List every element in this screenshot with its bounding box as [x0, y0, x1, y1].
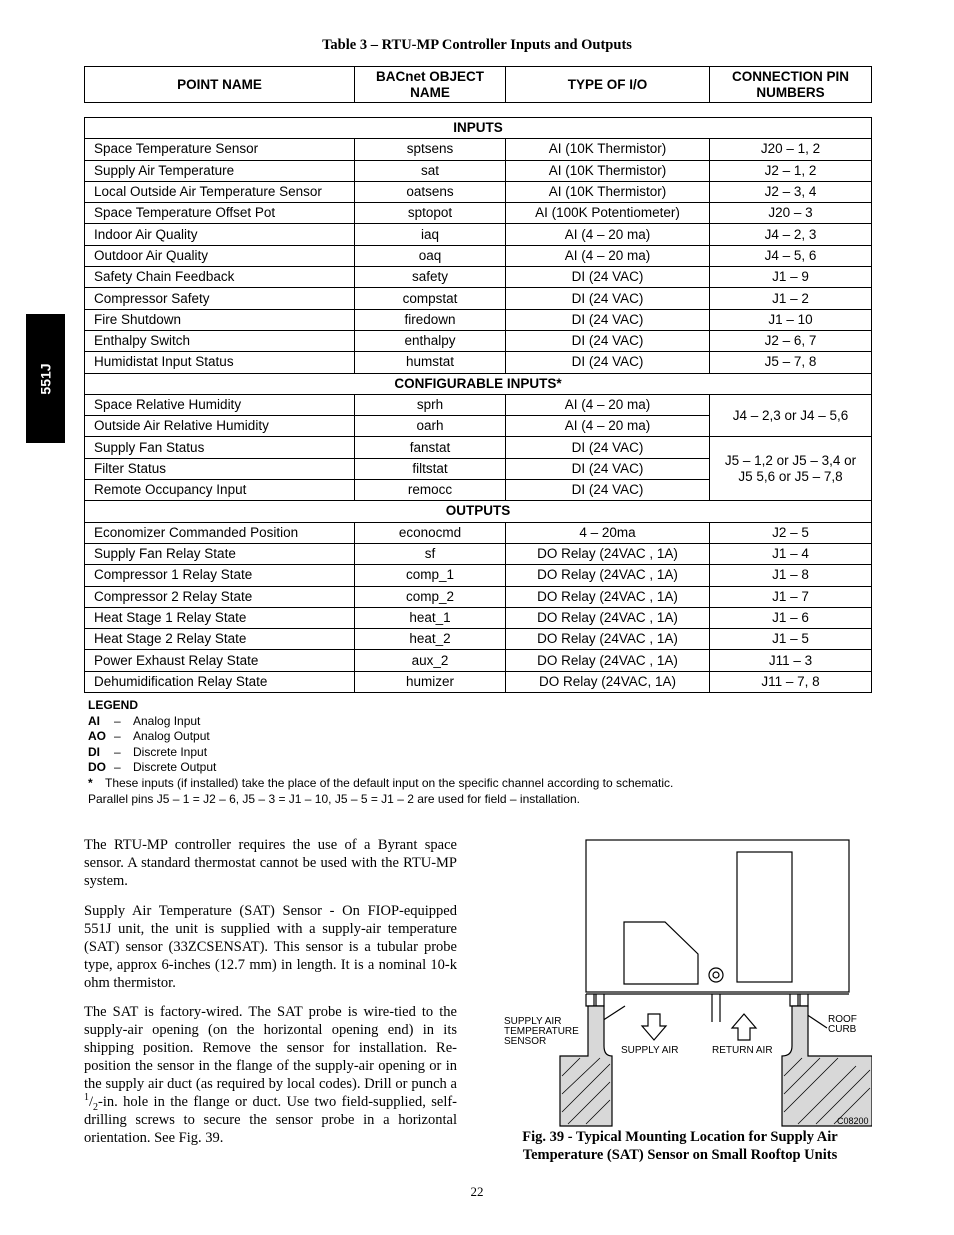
cell-point-name: Compressor 2 Relay State: [85, 586, 355, 607]
cell-bacnet-name: enthalpy: [355, 330, 506, 351]
legend-abbr: DI: [88, 744, 100, 759]
cell-point-name: Supply Air Temperature: [85, 160, 355, 181]
cell-io-type: AI (100K Potentiometer): [506, 203, 710, 224]
table-row: [85, 522, 872, 543]
table-row: [85, 607, 872, 628]
fraction-numerator: 1: [84, 1092, 89, 1104]
cell-point-name: Outdoor Air Quality: [85, 245, 355, 266]
cell-point-name: Space Temperature Offset Pot: [85, 203, 355, 224]
cell-point-name: Local Outside Air Temperature Sensor: [85, 181, 355, 202]
page-number: 22: [470, 1184, 484, 1199]
section-outputs: [85, 501, 872, 522]
screw-center: [713, 972, 719, 978]
cell-pin-numbers: J1 – 2: [710, 288, 872, 309]
figure-code: C08200: [837, 1116, 869, 1126]
cell-io-type: DI (24 VAC): [506, 437, 710, 458]
paragraph-sensor-requirement: The RTU-MP controller requires the use of a Byrant space sensor. A standard thermostat cannot be used with the RTU-MP system.: [84, 837, 457, 889]
table-header: [84, 66, 872, 103]
cell-io-type: AI (4 – 20 ma): [506, 245, 710, 266]
table-row: [85, 650, 872, 671]
cell-bacnet-name: sf: [355, 543, 506, 564]
cell-io-type: AI (10K Thermistor): [506, 160, 710, 181]
label-supply-air: SUPPLY AIR: [621, 1045, 679, 1056]
table-title: Table 3 – RTU-MP Controller Inputs and Outputs: [322, 37, 632, 53]
cell-io-type: DI (24 VAC): [506, 480, 710, 501]
table-row: [85, 586, 872, 607]
legend-item: [88, 729, 673, 745]
cell-point-name: Supply Fan Status: [85, 437, 355, 458]
cell-bacnet-name: sptsens: [355, 139, 506, 160]
cell-point-name: Outside Air Relative Humidity: [85, 416, 355, 437]
table-row: [85, 565, 872, 586]
cell-bacnet-name: econocmd: [355, 522, 506, 543]
cell-bacnet-name: firedown: [355, 309, 506, 330]
cell-io-type: AI (4 – 20 ma): [506, 394, 710, 415]
legend-desc: Analog Input: [133, 713, 201, 728]
cell-point-name: Fire Shutdown: [85, 309, 355, 330]
io-table: [84, 117, 872, 693]
right-flange: [800, 994, 808, 1006]
left-flange-inner: [596, 994, 604, 1006]
control-box: [624, 922, 698, 984]
legend-desc: Discrete Output: [133, 760, 217, 775]
table-row: [85, 394, 872, 415]
p3-text-a: The SAT is factory-wired. The SAT probe is wire-tied to the supply-air opening (on the horizontal opening end) in its shipping position. Remove the sensor for installation. Re-position the sensor in the flange of the supply-air opening or in the supply air duct (as required by local codes). Drill or punch a: [84, 1004, 457, 1092]
cell-bacnet-name: comp_1: [355, 565, 506, 586]
table-row: [85, 543, 872, 564]
fraction-denominator: 2: [93, 1101, 99, 1113]
cell-bacnet-name: safety: [355, 267, 506, 288]
table-row: [85, 629, 872, 650]
cell-point-name: Enthalpy Switch: [85, 330, 355, 351]
cell-pin-numbers: J2 – 1, 2: [710, 160, 872, 181]
legend-dash: –: [114, 744, 121, 759]
cell-bacnet-name: oarh: [355, 416, 506, 437]
cell-point-name: Compressor 1 Relay State: [85, 565, 355, 586]
legend-title: LEGEND: [88, 698, 139, 712]
cell-point-name: Power Exhaust Relay State: [85, 650, 355, 671]
left-curb: [560, 1006, 612, 1126]
screw-icon: [709, 968, 723, 982]
section-heading: INPUTS: [85, 118, 872, 139]
cell-bacnet-name: heat_2: [355, 629, 506, 650]
cell-point-name: Indoor Air Quality: [85, 224, 355, 245]
legend-note-configurable: [88, 776, 673, 792]
label-supply-sensor-3: SENSOR: [504, 1036, 547, 1047]
cell-point-name: Filter Status: [85, 458, 355, 479]
cell-point-name: Humidistat Input Status: [85, 352, 355, 373]
legend-dash: –: [114, 713, 121, 728]
cell-io-type: DO Relay (24VAC , 1A): [506, 565, 710, 586]
legend-dash: –: [114, 760, 121, 775]
cell-io-type: DI (24 VAC): [506, 267, 710, 288]
cell-io-type: DI (24 VAC): [506, 330, 710, 351]
io-table-body: [85, 118, 872, 693]
section-configurable-inputs: [85, 373, 872, 394]
unit-housing: [586, 840, 849, 992]
cell-pin-numbers: J1 – 8: [710, 565, 872, 586]
note-text: These inputs (if installed) take the place of the default input on the specific channel according to schematic.: [105, 775, 674, 790]
cell-point-name: Heat Stage 2 Relay State: [85, 629, 355, 650]
cell-bacnet-name: humizer: [355, 671, 506, 692]
cell-pin-numbers: J2 – 3, 4: [710, 181, 872, 202]
cell-io-type: DO Relay (24VAC , 1A): [506, 586, 710, 607]
cell-pin-numbers: J11 – 7, 8: [710, 671, 872, 692]
table-row: [85, 181, 872, 202]
header-connection-pin-numbers: CONNECTION PIN NUMBERS: [710, 67, 872, 103]
side-tab: [26, 314, 65, 443]
cell-pin-numbers: J1 – 10: [710, 309, 872, 330]
section-inputs: [85, 118, 872, 139]
legend-abbr: AO: [88, 729, 106, 744]
cell-pin-numbers: J1 – 6: [710, 607, 872, 628]
cell-point-name: Supply Fan Relay State: [85, 543, 355, 564]
caption-line-1: Fig. 39 - Typical Mounting Location for Supply Air: [522, 1129, 838, 1145]
legend-desc: Discrete Input: [133, 744, 208, 759]
table-row: [85, 352, 872, 373]
table-row: [85, 671, 872, 692]
legend-abbr: DO: [88, 760, 106, 775]
legend-note-parallel: Parallel pins J5 – 1 = J2 – 6, J5 – 3 = J1 – 10, J5 – 5 = J1 – 2 are used for field – installation.: [88, 791, 580, 806]
cell-io-type: 4 – 20ma: [506, 522, 710, 543]
cell-point-name: Space Temperature Sensor: [85, 139, 355, 160]
legend: [88, 698, 673, 807]
legend-item: [88, 714, 673, 730]
table-row: [85, 139, 872, 160]
table-row: [85, 330, 872, 351]
cell-bacnet-name: filtstat: [355, 458, 506, 479]
figure-sat-mounting: [500, 836, 872, 1131]
cell-io-type: DO Relay (24VAC , 1A): [506, 543, 710, 564]
table-row: [85, 437, 872, 458]
cell-pin-numbers: J2 – 6, 7: [710, 330, 872, 351]
cell-bacnet-name: compstat: [355, 288, 506, 309]
label-supply-sensor-1: SUPPLY AIR: [504, 1016, 562, 1027]
cell-pin-numbers: J1 – 4: [710, 543, 872, 564]
cell-bacnet-name: oatsens: [355, 181, 506, 202]
table-row: [85, 267, 872, 288]
cell-io-type: DO Relay (24VAC , 1A): [506, 650, 710, 671]
table-row: [85, 309, 872, 330]
cell-pin-numbers: J1 – 5: [710, 629, 872, 650]
note-star: *: [88, 775, 93, 790]
legend-item: [88, 745, 673, 761]
table-row: [85, 288, 872, 309]
cell-io-type: AI (10K Thermistor): [506, 139, 710, 160]
p3-text-b: -in. hole in the flange or duct. Use two field-supplied, self-drilling screws to secure the sensor probe in a horizontal orientation. See Fig. 39.: [84, 1094, 457, 1146]
cell-bacnet-name: sat: [355, 160, 506, 181]
paragraph-sat-installation: The SAT is factory-wired. The SAT probe is wire-tied to the supply-air opening (on the horizontal opening end) in its shipping position. Remove the sensor for installation. Re-position the sensor in the flange of the supply-air opening or in the supply air duct (as required by local codes). Drill or punch a $^1/_2-in$. hole in the flange or duct. Use two field-supplied, self-drilling screws to secure the sensor probe in a horizontal orientation. See Fig. 39.: [84, 1004, 457, 1146]
legend-dash: –: [114, 729, 121, 744]
cell-pin-numbers: J1 – 7: [710, 586, 872, 607]
figure-caption: [480, 1128, 880, 1164]
cell-io-type: DO Relay (24VAC , 1A): [506, 607, 710, 628]
side-tab-label: 551J: [37, 362, 54, 395]
cell-bacnet-name: fanstat: [355, 437, 506, 458]
access-panel: [737, 852, 792, 982]
cell-bacnet-name: remocc: [355, 480, 506, 501]
cell-point-name: Remote Occupancy Input: [85, 480, 355, 501]
cell-io-type: DI (24 VAC): [506, 458, 710, 479]
cell-bacnet-name: iaq: [355, 224, 506, 245]
cell-io-type: DI (24 VAC): [506, 352, 710, 373]
supply-air-arrow-icon: [642, 1014, 666, 1040]
cell-io-type: AI (4 – 20 ma): [506, 224, 710, 245]
table-row: [85, 203, 872, 224]
cell-bacnet-name: aux_2: [355, 650, 506, 671]
left-flange: [586, 994, 594, 1006]
cell-point-name: Dehumidification Relay State: [85, 671, 355, 692]
legend-abbr: AI: [88, 713, 100, 728]
section-heading: OUTPUTS: [85, 501, 872, 522]
cell-pin-numbers: J5 – 7, 8: [710, 352, 872, 373]
return-air-arrow-icon: [732, 1014, 756, 1040]
cell-io-type: DI (24 VAC): [506, 309, 710, 330]
cell-pin-numbers: J1 – 9: [710, 267, 872, 288]
paragraph-sat-sensor: Supply Air Temperature (SAT) Sensor - On FIOP-equipped 551J unit, the unit is supplied with a supply-air temperature (SAT) sensor (33ZCSENSAT). This sensor is a tubular probe type, approx 6-inches (12.7 mm) in length. It is a nominal 10-k ohm thermistor.: [84, 903, 457, 991]
label-roof: ROOF: [828, 1014, 857, 1025]
cell-pin-numbers: J4 – 2, 3: [710, 224, 872, 245]
cell-bacnet-name: heat_1: [355, 607, 506, 628]
cell-pin-numbers: J4 – 5, 6: [710, 245, 872, 266]
cell-io-type: AI (4 – 20 ma): [506, 416, 710, 437]
cell-pin-numbers: J2 – 5: [710, 522, 872, 543]
caption-line-2: Temperature (SAT) Sensor on Small Rooftop Units: [522, 1147, 838, 1163]
legend-item: [88, 760, 673, 776]
header-type-of-io: TYPE OF I/O: [506, 67, 710, 103]
table-row: [85, 224, 872, 245]
label-return-air: RETURN AIR: [712, 1045, 773, 1056]
label-curb: CURB: [828, 1024, 857, 1035]
cell-point-name: Space Relative Humidity: [85, 394, 355, 415]
legend-desc: Analog Output: [133, 729, 210, 744]
cell-bacnet-name: sptopot: [355, 203, 506, 224]
cell-bacnet-name: oaq: [355, 245, 506, 266]
cell-point-name: Safety Chain Feedback: [85, 267, 355, 288]
table-row: [85, 245, 872, 266]
header-point-name: POINT NAME: [85, 67, 355, 103]
cell-pin-numbers: J20 – 3: [710, 203, 872, 224]
cell-io-type: DO Relay (24VAC , 1A): [506, 629, 710, 650]
cell-io-type: DI (24 VAC): [506, 288, 710, 309]
section-heading: CONFIGURABLE INPUTS*: [85, 373, 872, 394]
cell-pin-numbers: J4 – 2,3 or J4 – 5,6: [710, 394, 872, 437]
right-flange-inner: [790, 994, 798, 1006]
cell-point-name: Economizer Commanded Position: [85, 522, 355, 543]
cell-point-name: Compressor Safety: [85, 288, 355, 309]
curb-leader-line: [806, 1014, 827, 1028]
label-supply-sensor-2: TEMPERATURE: [504, 1026, 579, 1037]
cell-bacnet-name: sprh: [355, 394, 506, 415]
cell-pin-numbers: J11 – 3: [710, 650, 872, 671]
cell-bacnet-name: comp_2: [355, 586, 506, 607]
cell-pin-numbers: J20 – 1, 2: [710, 139, 872, 160]
table-row: [85, 160, 872, 181]
right-curb: [782, 1006, 872, 1126]
cell-bacnet-name: humstat: [355, 352, 506, 373]
cell-pin-numbers: J5 – 1,2 or J5 – 3,4 or J5 5,6 or J5 – 7,8: [710, 437, 872, 501]
cell-point-name: Heat Stage 1 Relay State: [85, 607, 355, 628]
cell-io-type: AI (10K Thermistor): [506, 181, 710, 202]
header-bacnet-object-name: BACnet OBJECT NAME: [355, 67, 506, 103]
cell-io-type: DO Relay (24VAC, 1A): [506, 671, 710, 692]
